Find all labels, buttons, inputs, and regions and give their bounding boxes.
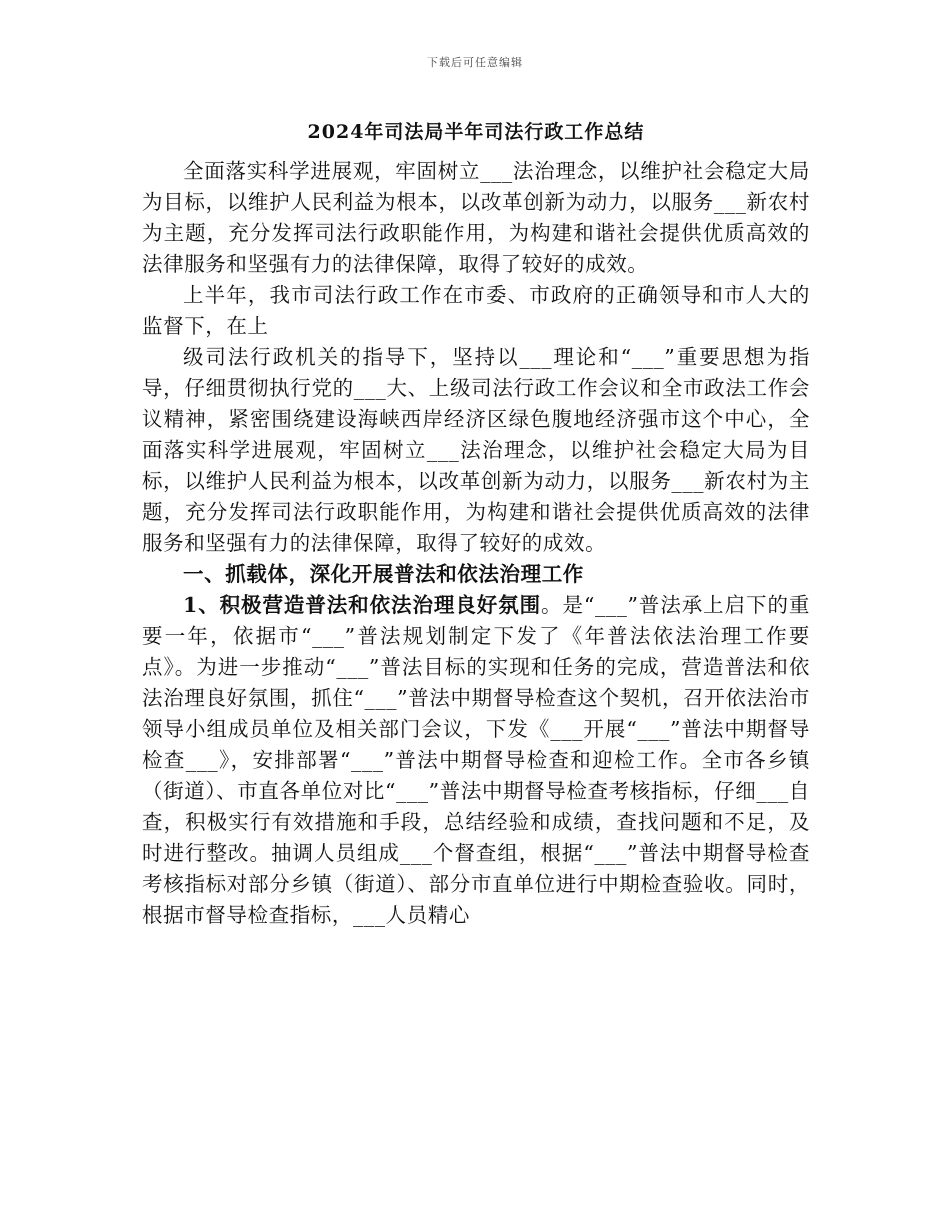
item-1-lead: 1、积极营造普法和依法治理良好氛围	[183, 593, 542, 617]
header-note: 下载后可任意编辑	[427, 56, 523, 69]
document-page	[142, 118, 810, 931]
section-heading-1: 一、抓载体，深化开展普法和依法治理工作	[183, 562, 584, 586]
item-1-body: 。是“___”普法承上启下的重要一年，依据市“___”普法规划制定下发了《年普法依法治理工作要点》。为进一步推动“___”普法目标的实现和任务的完成，营造普法和依法治理良好氛围，抓住“___”普法中期督导检查这个契机，召开依法治市领导小组成员单位及相关部门会议，下发《___开展“___”普法中期督导检查___》，安排部署“___”普法中期督导检查和迎检工作。全市各乡镇（街道）、市直各单位对比“___”普法中期督导检查考核指标，仔细___自查，积极实行有效措施和手段，总结经验和成绩，查找问题和不足，及时进行整改。抽调人员组成___个督查组，根据“___”普法中期督导检查考核指标对部分乡镇（街道）、部分市直单位进行中期检查验收。同时，根据市督导检查指标，___人员精心	[142, 593, 810, 927]
paragraph-item-1	[142, 590, 810, 931]
paragraph-intro: 全面落实科学进展观，牢固树立___法治理念，以维护社会稳定大局为目标，以维护人民利益为根本，以改革创新为动力，以服务___新农村为主题，充分发挥司法行政职能作用，为构建和谐社会提供优质高效的法律服务和坚强有力的法律保障，取得了较好的成效。	[142, 159, 810, 276]
paragraph-first-half: 上半年，我市司法行政工作在市委、市政府的正确领导和市人大的监督下，在上	[142, 283, 810, 338]
paragraph-guidance: 级司法行政机关的指导下，坚持以___理论和“___”重要思想为指导，仔细贯彻执行党的___大、上级司法行政工作会议和全市政法工作会议精神，紧密围绕建设海峡西岸经济区绿色腹地经济强市这个中心，全面落实科学进展观，牢固树立___法治理念，以维护社会稳定大局为目标，以维护人民利益为根本，以改革创新为动力，以服务___新农村为主题，充分发挥司法行政职能作用，为构建和谐社会提供优质高效的法律服务和坚强有力的法律保障，取得了较好的成效。	[142, 345, 810, 555]
document-title: 2024年司法局半年司法行政工作总结	[307, 121, 645, 143]
